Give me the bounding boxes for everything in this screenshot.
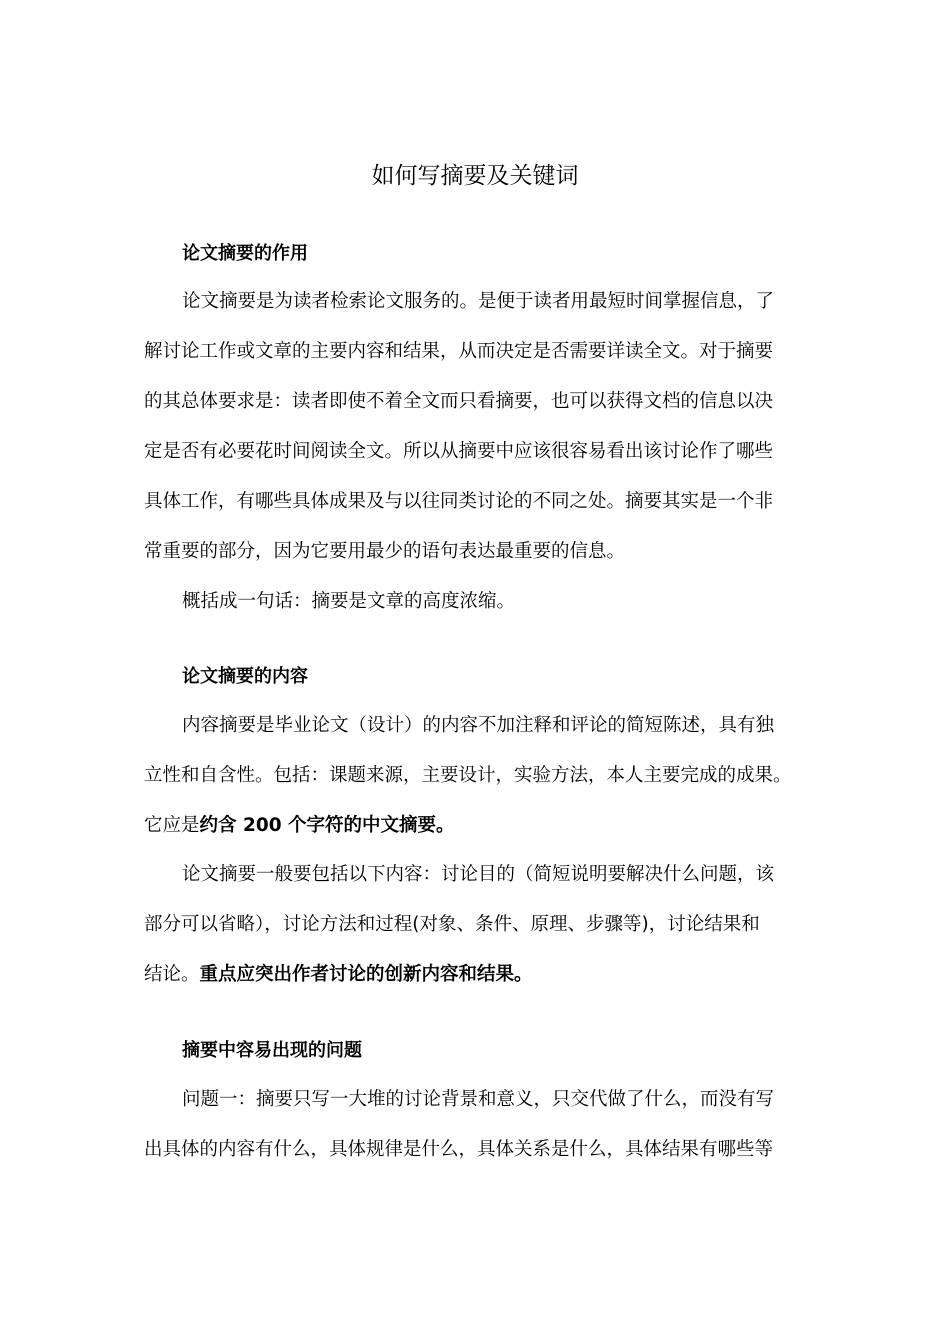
paragraph-line bbox=[144, 962, 533, 988]
normal-text: 它应是 bbox=[144, 815, 200, 836]
section-heading-content: 论文摘要的内容 bbox=[182, 666, 308, 687]
paragraph-line bbox=[144, 813, 455, 839]
paragraph-line: 立性和自含性。包括：课题来源，主要设计，实验方法，本人主要完成的成果。 bbox=[144, 765, 792, 786]
paragraph-line: 的其总体要求是：读者即使不着全文而只看摘要，也可以获得文档的信息以决 bbox=[144, 391, 774, 412]
normal-text: 结论。 bbox=[144, 964, 200, 985]
paragraph-line: 定是否有必要花时间阅读全文。所以从摘要中应该很容易看出该讨论作了哪些 bbox=[144, 441, 774, 462]
paragraph-line: 内容摘要是毕业论文（设计）的内容不加注释和评论的简短陈述，具有独 bbox=[182, 715, 775, 736]
paragraph-line: 出具体的内容有什么，具体规律是什么，具体关系是什么，具体结果有哪些等 bbox=[144, 1139, 774, 1160]
bold-emphasis: 约含 200 个字符的中文摘要。 bbox=[199, 815, 455, 836]
paragraph-line: 具体工作，有哪些具体成果及与以往同类讨论的不同之处。摘要其实是一个非 bbox=[144, 491, 774, 512]
paragraph-line: 论文摘要是为读者检索论文服务的。是便于读者用最短时间掌握信息，了 bbox=[182, 291, 775, 312]
paragraph-line: 论文摘要一般要包括以下内容：讨论目的（简短说明要解决什么问题，该 bbox=[182, 864, 775, 885]
paragraph-line: 常重要的部分，因为它要用最少的语句表达最重要的信息。 bbox=[144, 541, 626, 562]
bold-emphasis: 重点应突出作者讨论的创新内容和结果。 bbox=[199, 964, 533, 985]
section-heading-problems: 摘要中容易出现的问题 bbox=[182, 1040, 362, 1061]
paragraph-line: 问题一：摘要只写一大堆的讨论背景和意义，只交代做了什么，而没有写 bbox=[182, 1089, 775, 1110]
summary-line: 概括成一句话：摘要是文章的高度浓缩。 bbox=[182, 591, 516, 612]
paragraph-line: 部分可以省略），讨论方法和过程(对象、条件、原理、步骤等)，讨论结果和 bbox=[144, 914, 760, 935]
document-title: 如何写摘要及关键词 bbox=[371, 163, 579, 189]
paragraph-line: 解讨论工作或文章的主要内容和结果，从而决定是否需要详读全文。对于摘要 bbox=[144, 341, 774, 362]
section-heading-purpose: 论文摘要的作用 bbox=[182, 243, 308, 264]
